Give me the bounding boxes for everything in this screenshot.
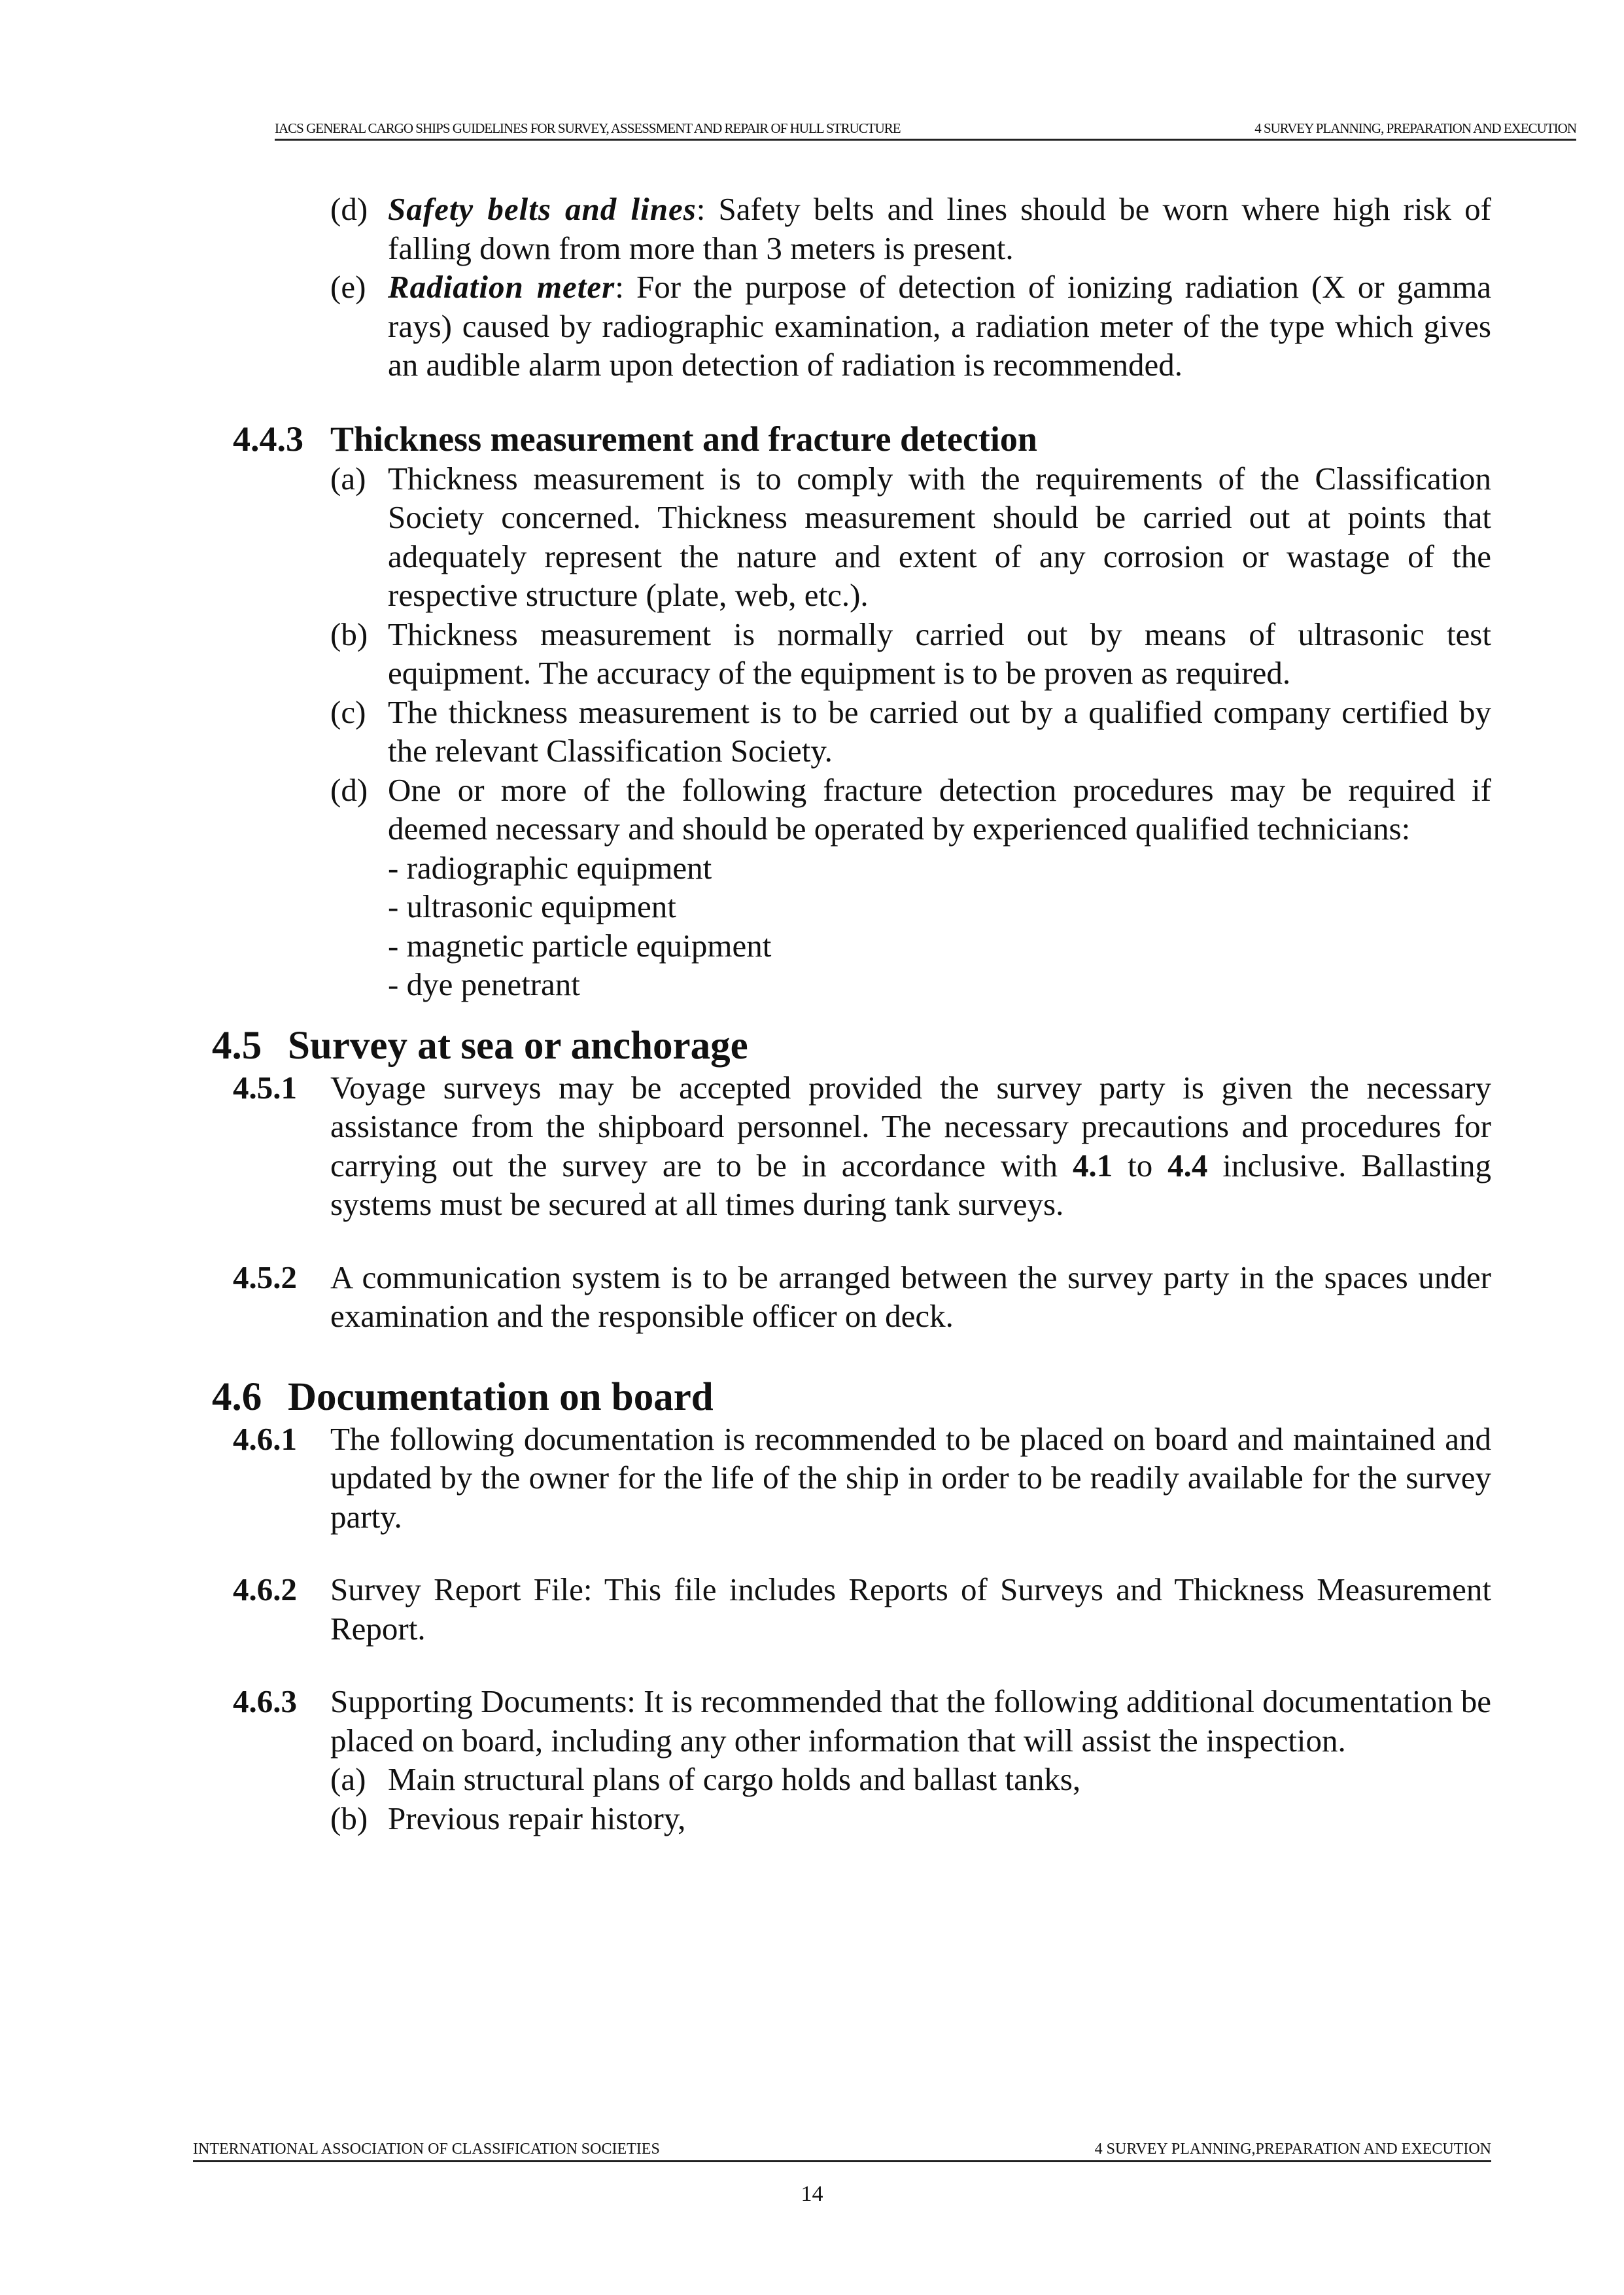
heading-4-5 xyxy=(209,1024,1491,1068)
para-4-5-2 xyxy=(209,1258,1491,1336)
para-text: to xyxy=(1113,1147,1168,1183)
page-content xyxy=(209,190,1491,1838)
item-4-4-3-a xyxy=(209,459,1491,615)
section-ref: 4.1 xyxy=(1072,1147,1113,1183)
heading-4-4-3 xyxy=(209,419,1491,459)
list-item: - radiographic equipment xyxy=(388,849,712,886)
para-4-5-1 xyxy=(209,1068,1491,1224)
list-item: - dye penetrant xyxy=(388,966,580,1002)
item-safety-belts xyxy=(209,190,1491,268)
heading-4-6 xyxy=(209,1375,1491,1420)
heading-title: Documentation on board xyxy=(288,1375,714,1419)
item-label: (c) xyxy=(330,693,366,730)
heading-number: 4.6 xyxy=(212,1375,262,1419)
para-4-6-2 xyxy=(209,1570,1491,1648)
header-right-chapter: 4 SURVEY PLANNING, PREPARATION AND EXECUTION xyxy=(1254,120,1576,136)
item-text: Thickness measurement is to comply with the requirements of the Classification Society concerned. Thickness measurement should be carried out at points that adequately represent the nature and extent of any corrosion or wastage of the respective structure (plate, web, etc.). xyxy=(388,460,1491,613)
heading-title: Survey at sea or anchorage xyxy=(288,1023,748,1068)
item-label: (b) xyxy=(330,616,368,652)
item-label: (d) xyxy=(330,771,368,808)
list-item: - magnetic particle equipment xyxy=(388,927,772,964)
item-label: (e) xyxy=(330,269,366,305)
section-ref: 4.4 xyxy=(1167,1147,1208,1183)
item-4-4-3-c xyxy=(209,693,1491,771)
item-text: : Safety belts and lines should be worn where high risk of falling down from more than 3 meters is present. xyxy=(388,191,1491,266)
item-4-6-3-b xyxy=(209,1799,1491,1838)
item-text: Main structural plans of cargo holds and ballast tanks, xyxy=(388,1761,1081,1797)
item-text: The thickness measurement is to be carried out by a qualified company certified by the relevant Classification Society. xyxy=(388,693,1491,769)
para-number: 4.6.3 xyxy=(233,1683,297,1719)
para-text: The following documentation is recommended to be placed on board and maintained and updated by the owner for the life of the ship in order to be readily available for the survey party. xyxy=(330,1420,1491,1535)
item-label: (b) xyxy=(330,1800,368,1836)
heading-title: Thickness measurement and fracture detection xyxy=(330,419,1037,459)
item-label: (d) xyxy=(330,191,368,227)
para-text: inclusive. Ballasting systems must be secured at all times during tank surveys. xyxy=(330,1147,1491,1222)
para-number: 4.6.1 xyxy=(233,1420,297,1457)
page-header xyxy=(275,118,1576,141)
item-4-4-3-b xyxy=(209,615,1491,693)
footer-right-chapter: 4 SURVEY PLANNING,PREPARATION AND EXECUTION xyxy=(1094,2141,1491,2158)
para-number: 4.5.2 xyxy=(233,1259,297,1295)
para-number: 4.5.1 xyxy=(233,1069,297,1106)
item-text: Previous repair history, xyxy=(388,1800,686,1836)
item-text: Thickness measurement is normally carried out by means of ultrasonic test equipment. The accuracy of the equipment is to be proven as required. xyxy=(388,616,1491,691)
footer-left-org: INTERNATIONAL ASSOCIATION OF CLASSIFICATION SOCIETIES xyxy=(193,2141,660,2158)
item-4-6-3-a xyxy=(209,1760,1491,1799)
list-item: - ultrasonic equipment xyxy=(388,888,676,924)
item-radiation-meter xyxy=(209,268,1491,385)
item-label: (a) xyxy=(330,460,366,497)
para-text: Survey Report File: This file includes Reports of Surveys and Thickness Measurement Report. xyxy=(330,1571,1491,1647)
page-number: 14 xyxy=(801,2182,823,2206)
para-text: Voyage surveys may be accepted provided the survey party is given the necessary assistance from the shipboard personnel. The necessary precautions and procedures for carrying out the survey are to be in accordance with xyxy=(330,1069,1491,1183)
item-label: (a) xyxy=(330,1761,366,1797)
heading-number: 4.4.3 xyxy=(233,419,303,459)
heading-number: 4.5 xyxy=(212,1023,262,1068)
item-title: Safety belts and lines xyxy=(388,191,697,227)
para-number: 4.6.2 xyxy=(233,1571,297,1607)
header-left-title: IACS GENERAL CARGO SHIPS GUIDELINES FOR SURVEY, ASSESSMENT AND REPAIR OF HULL STRUCTURE xyxy=(275,120,901,136)
item-text: One or more of the following fracture detection procedures may be required if deemed necessary and should be operated by experienced qualified technicians: xyxy=(388,771,1491,847)
item-text: : For the purpose of detection of ionizing radiation (X or gamma rays) caused by radiographic examination, a radiation meter of the type which gives an audible alarm upon detection of radiation is recommended. xyxy=(388,269,1491,383)
para-text: A communication system is to be arranged between the survey party in the spaces under examination and the responsible officer on deck. xyxy=(330,1259,1491,1334)
item-title: Radiation meter xyxy=(388,269,615,305)
page-footer xyxy=(193,2139,1491,2162)
item-4-4-3-d xyxy=(209,771,1491,849)
para-4-6-3 xyxy=(209,1682,1491,1760)
para-4-6-1 xyxy=(209,1420,1491,1537)
para-text: Supporting Documents: It is recommended that the following additional documentation be placed on board, including any other information that will assist the inspection. xyxy=(330,1683,1491,1759)
